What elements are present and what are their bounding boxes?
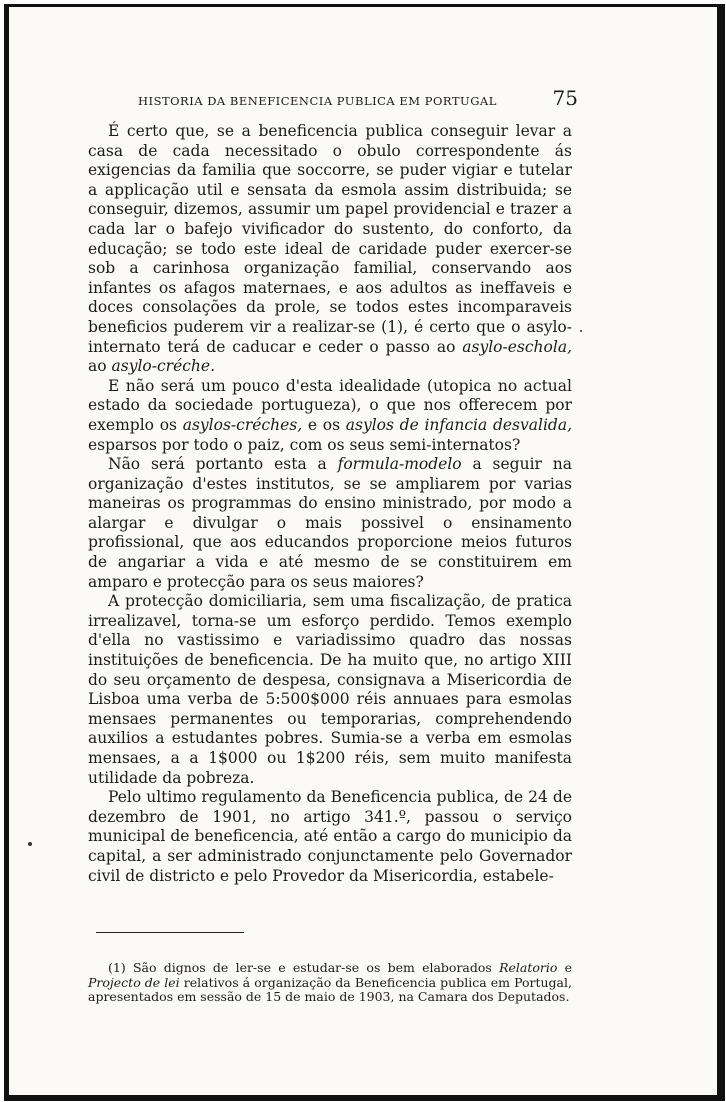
italic-text: asylo-eschola,: [462, 337, 572, 356]
italic-text: asylos-créches,: [182, 415, 303, 434]
text-run: ao: [88, 357, 112, 376]
text-run: a seguir na organização d'estes institutos, se se ampliarem por varias maneiras os programmas do ensino ministrado, por modo a alargar e divulgar o mais possivel o ensinamento profissional, que aos educandos proporcione meios futuros de angariar a vida e até mesmo de se constituirem em amparo e protecção para os seus maiores?: [88, 455, 572, 591]
paragraph: [88, 377, 572, 455]
text-run: esparsos por todo o paiz, com os seus semi-internatos?: [88, 435, 521, 454]
page-number: 75: [552, 86, 578, 110]
italic-text: asylo-créche.: [111, 357, 216, 376]
footnote: [88, 961, 572, 1005]
body-text: [88, 122, 572, 886]
text-run: e os: [302, 415, 346, 434]
text-run: (1) São dignos de ler-se e estudar-se os bem elaborados: [108, 960, 500, 976]
text-run: Pelo ultimo regulamento da Beneficencia publica, de 24 de dezembro de 1901, no artigo 341.º, passou o serviço municipal de beneficencia, até então a cargo do municipio da capital, a ser administrado conjunctamente pelo Governador civil de districto e pelo Provedor da Misericordia, estabele-: [88, 788, 572, 885]
italic-text: Projecto de lei: [88, 974, 180, 990]
scan-speck: [28, 842, 32, 846]
text-run: e: [557, 960, 573, 976]
italic-text: formula-modelo: [337, 455, 462, 474]
paragraph: [88, 455, 572, 592]
running-head: [138, 88, 578, 110]
book-page: [88, 86, 578, 1005]
paragraph: [88, 592, 572, 788]
scan-speck: [580, 330, 582, 332]
italic-text: asylos de infancia desvalida,: [345, 415, 573, 434]
paragraph: [88, 122, 572, 377]
text-run: A protecção domiciliaria, sem uma fiscalização, de pratica irrealizavel, torna-se um esforço perdido. Temos exemplo d'ella no vastissimo e variadissimo quadro das nossas instituições de beneficencia. De ha muito que, no artigo XIII do seu orçamento de despesa, consignava a Misericordia de Lisboa uma verba de 5:500$000 réis annuaes para esmolas mensaes permanentes ou temporarias, comprehendendo auxilios a estudantes pobres. Sumia-se a verba em esmolas mensaes, a a 1$000 ou 1$200 réis, sem muito manifesta utilidade da pobreza.: [88, 592, 572, 787]
text-run: relativos á organização da Beneficencia publica em Portugal, apresentados em sessão de 15 de maio de 1903, na Camara dos Deputados.: [88, 974, 572, 1005]
text-run: É certo que, se a beneficencia publica conseguir levar a casa de cada necessitado o obulo correspondente ás exigencias da familia que soccorre, se puder vigiar e tutelar a applicação util e sensata da esmola assim distribuida; se conseguir, dizemos, assumir um papel providencial e trazer a cada lar o bafejo vivificador do sustento, do conforto, da educação; se todo este ideal de caridade puder exercer-se sob a carinhosa organização familial, conservando aos infantes os afagos maternaes, e aos adultos as ineffaveis e doces consolações da prole, se todos estes incomparaveis beneficios puderem vir a realizar-se (1), é certo que o asylo-internato terá de caducar e ceder o passo ao: [88, 122, 572, 356]
italic-text: Relatorio: [499, 960, 558, 976]
paragraph: [88, 788, 572, 886]
text-run: Não será portanto esta a: [108, 455, 338, 474]
running-title: HISTORIA DA BENEFICENCIA PUBLICA EM PORTUGAL: [138, 94, 497, 108]
text-run: E não será um pouco d'esta idealidade (utopica no actual estado da sociedade portugueza), o que nos offerecem por exemplo os: [88, 376, 572, 434]
footnote-separator: [96, 932, 244, 933]
